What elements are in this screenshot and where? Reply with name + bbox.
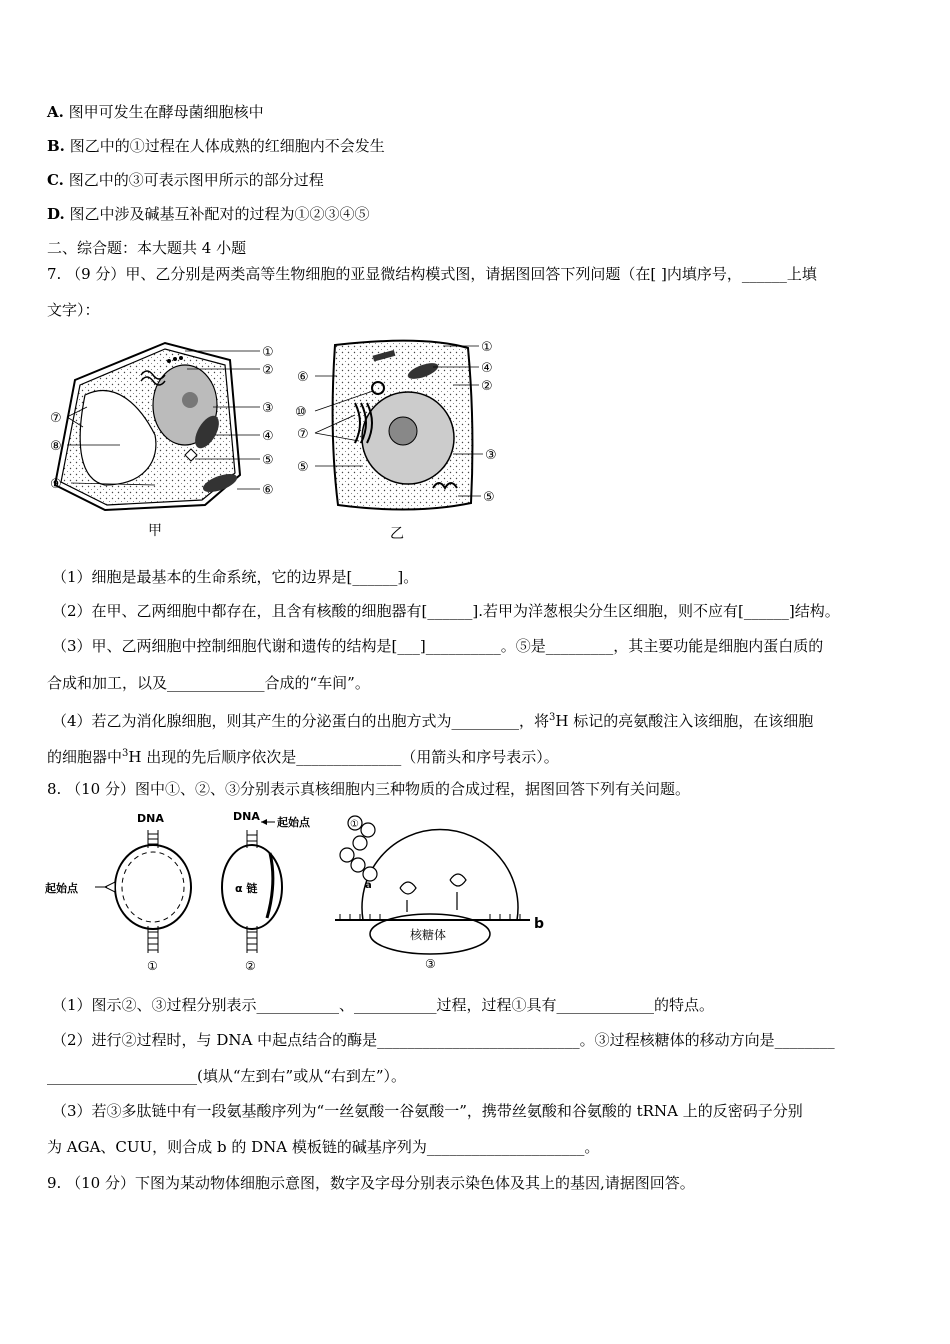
q8-part3-line2: 为 AGA、CUU，则合成 b 的 DNA 模板链的碱基序列为_____________________。 <box>47 1138 600 1156</box>
yi-label-5-right: ⑤ <box>483 490 495 505</box>
jia-label-9: ⑨ <box>50 477 62 492</box>
process-2-number: ② <box>245 959 256 973</box>
process-3-number: ③ <box>425 957 436 971</box>
fig-label-jia: 甲 <box>148 523 162 539</box>
chain-a-label: a <box>365 880 372 891</box>
q9-stem: 9. （10 分）下图为某动物体细胞示意图，数字及字母分别表示染色体及其上的基因,请据图回答。 <box>47 1174 695 1192</box>
q8-stem: 8. （10 分）图中①、②、③分别表示真核细胞内三种物质的合成过程，据图回答下列有关问题。 <box>47 780 690 798</box>
transcription-diagram <box>222 810 311 973</box>
jia-label-5: ⑤ <box>262 453 274 468</box>
yi-label-4: ④ <box>481 361 493 376</box>
chain-start-marker: ① <box>350 819 359 830</box>
q8-part3-line1: （3）若③多肽链中有一段氨基酸序列为“一丝氨酸一谷氨酸一”，携带丝氨酸和谷氨酸的 tRNA 上的反密码子分别 <box>52 1102 803 1120</box>
yi-label-3: ③ <box>485 448 497 463</box>
q7-stem-line1: 7. （9 分）甲、乙分别是两类高等生物细胞的亚显微结构模式图，请据图回答下列问题（在[ ]内填序号，______上填 <box>47 265 817 283</box>
nucleolus <box>182 392 198 408</box>
yi-label-2: ② <box>481 379 493 394</box>
dna-label-2: DNA <box>233 810 260 823</box>
q7-stem-line2: 文字）： <box>47 301 100 319</box>
figure-animal-cell <box>293 333 513 548</box>
ribosome-label: 核糖体 <box>410 928 447 942</box>
origin-label-2: 起始点 <box>277 816 310 829</box>
origin-label-1: 起始点 <box>45 882 78 895</box>
q8-part2-line1: （2）进行②过程时，与 DNA 中起点结合的酶是___________________________。③过程核糖体的移动方向是________ <box>52 1031 835 1049</box>
jia-label-4: ④ <box>262 429 274 444</box>
jia-label-3: ③ <box>262 401 274 416</box>
yi-label-1: ① <box>481 340 493 355</box>
q7-part2: （2）在甲、乙两细胞中都存在，且含有核酸的细胞器有[______].若甲为洋葱根尖分生区细胞，则不应有[______]结构。 <box>52 602 840 620</box>
jia-label-6: ⑥ <box>262 483 274 498</box>
process-1-number: ① <box>147 959 158 973</box>
q8-part2-line2: ____________________(填从“左到右”或从“右到左”）。 <box>47 1067 407 1085</box>
jia-label-2: ② <box>262 363 274 378</box>
jia-label-1: ① <box>262 345 274 360</box>
figure-plant-cell <box>45 335 285 545</box>
yi-label-6: ⑥ <box>297 370 309 385</box>
jia-label-7: ⑦ <box>50 411 62 426</box>
q7-part3-line1: （3）甲、乙两细胞中控制细胞代谢和遗传的结构是[___]__________。⑤是_________，其主要功能是细胞内蛋白质的 <box>52 637 824 655</box>
option-d: D. 图乙中涉及碱基互补配对的过程为①②③④⑤ <box>47 205 370 223</box>
q7-part4-line1: （4）若乙为消化腺细胞，则其产生的分泌蛋白的出胞方式为_________，将$^3$H 标记的亮氨酸注入该细胞，在该细胞 <box>52 712 814 730</box>
yi-label-7: ⑦ <box>297 427 309 442</box>
alpha-chain-label: α 链 <box>235 882 258 895</box>
section-title: 二、综合题：本大题共 4 小题 <box>47 239 247 257</box>
yi-label-10: ⑩ <box>295 405 307 420</box>
translation-diagram <box>335 816 544 971</box>
chain-b-label: b <box>534 916 545 932</box>
replication-diagram <box>45 812 191 973</box>
animal-nucleolus <box>389 417 417 445</box>
q7-part3-line2: 合成和加工，以及_____________合成的“车间”。 <box>47 674 370 692</box>
yi-label-5-left: ⑤ <box>297 460 309 475</box>
fig-label-yi: 乙 <box>390 526 404 542</box>
option-c: C. 图乙中的③可表示图甲所示的部分过程 <box>47 171 324 189</box>
q8-part1: （1）图示②、③过程分别表示___________、___________过程，过程①具有_____________的特点。 <box>52 996 715 1014</box>
q7-part1: （1）细胞是最基本的生命系统，它的边界是[______]。 <box>52 568 419 586</box>
jia-label-8: ⑧ <box>50 439 62 454</box>
figure-synthesis-processes <box>45 808 555 978</box>
q7-part4-line2: 的细胞器中$^3$H 出现的先后顺序依次是______________（用箭头和序号表示）。 <box>47 748 559 766</box>
dna-label-1: DNA <box>137 812 164 825</box>
option-a: A. 图甲可发生在酵母菌细胞核中 <box>47 103 264 121</box>
option-b: B. 图乙中的①过程在人体成熟的红细胞内不会发生 <box>47 137 385 155</box>
